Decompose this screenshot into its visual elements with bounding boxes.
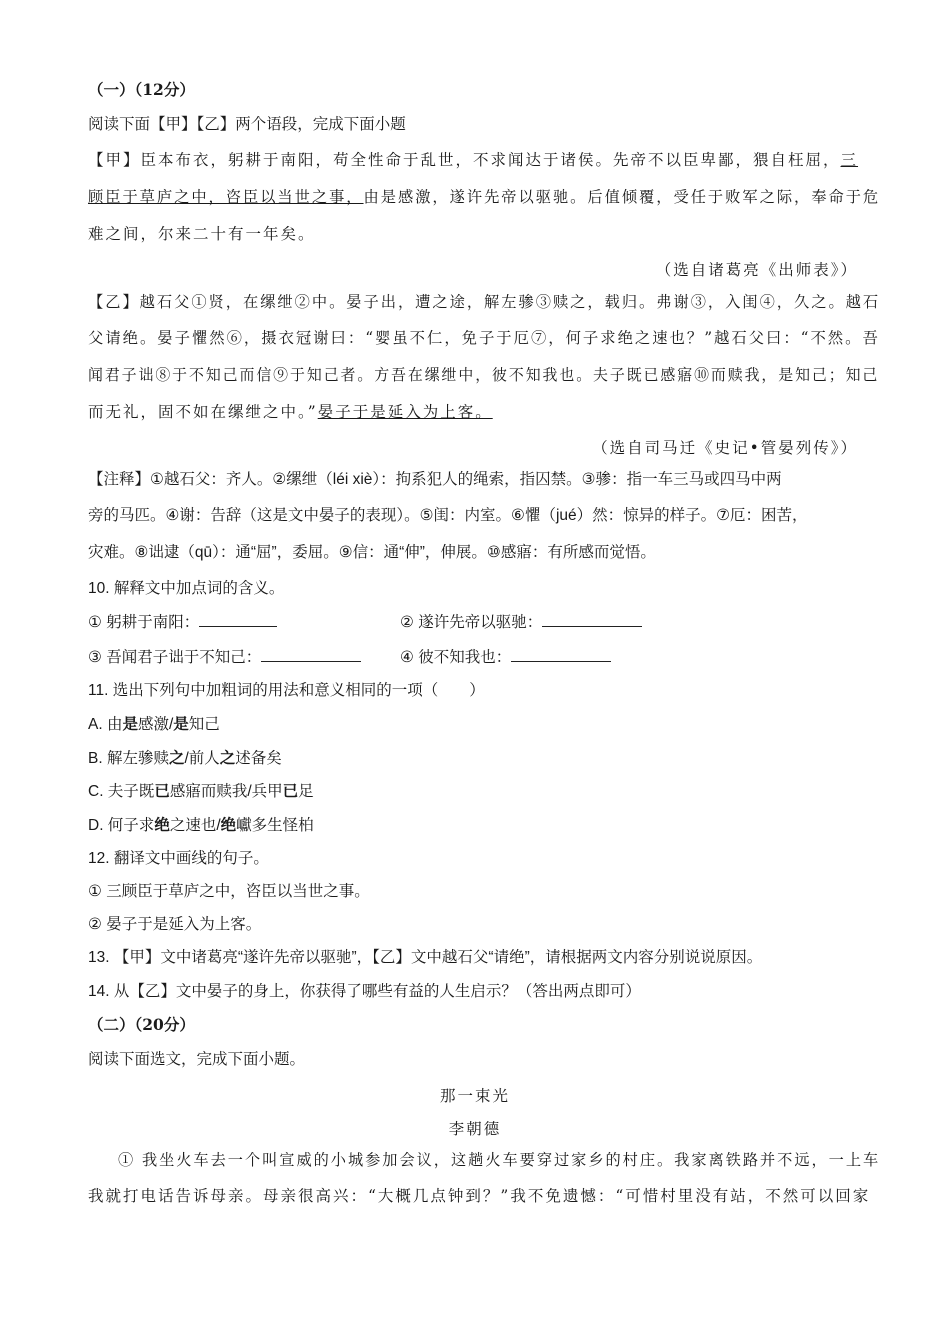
answer-blank[interactable] [542,612,642,627]
notes-line-1: 【注释】①越石父：齐人。②缧绁（léi xiè）：拘系犯人的绳索，指囚禁。③骖：指一车三马或四马中两 [88,471,782,488]
q10-stem: 10. 解释文中加点词的含义。 [88,580,285,597]
jia-line-2: 顾臣于草庐之中，咨臣以当世之事，由是感激，遂许先帝以驱驰。后值倾覆，受任于败军之际，奉命于危 [88,188,881,206]
q11-option-d[interactable]: D. 何子求绝之速也/绝巘多生怪柏 [88,817,314,834]
yi-line-3: 闻君子诎⑧于不知己而信⑨于知己者。方吾在缧绁中，彼不知我也。夫子既已感寤⑩而赎我，是知己；知己 [88,366,880,384]
article-title: 那一束光 [439,1087,510,1105]
section2-heading: （二）（20分） [88,1015,195,1034]
article-author: 李朝德 [448,1120,502,1138]
article-paragraph-1: ① 我坐火车去一个叫宣威的小城参加会议，这趟火车要穿过家乡的村庄。我家离铁路并不远，一上车 [118,1151,881,1169]
q12-a: ① 三顾臣于草庐之中，咨臣以当世之事。 [88,883,370,900]
yi-line-4: 而无礼，固不如在缧绁之中。”晏子于是延入为上客。 [88,403,493,421]
q14: 14. 从【乙】文中晏子的身上，你获得了哪些有益的人生启示？（答出两点即可） [88,983,641,1000]
yi-line-1: 【乙】越石父①贤，在缧绁②中。晏子出，遭之途，解左骖③赎之，载归。弗谢③，入闺④，久之。越石 [88,293,881,311]
yi-source: （选自司马迁《史记•管晏列传》） [592,439,858,457]
q10-c: ③ 吾闻君子诎于不知己： [88,647,361,668]
notes-line-2: 旁的马匹。④谢：告辞（这是文中晏子的表现）。⑤闺：内室。⑥懼（jué）然：惊异的样子。⑦厄：困苦， [88,507,808,524]
section2-intro: 阅读下面选文，完成下面小题。 [88,1051,306,1068]
answer-blank[interactable] [199,612,277,627]
q11-stem: 11. 选出下列句中加粗词的用法和意义相同的一项（ ） [88,682,485,699]
answer-blank[interactable] [261,647,361,662]
q11-option-a[interactable]: A. 由是感激/是知己 [88,716,220,733]
underlined-sentence: 晏子于是延入为上客。 [317,403,493,421]
q13: 13. 【甲】文中诸葛亮“遂许先帝以驱驰”，【乙】文中越石父“请绝”，请根据两文内容分别说说原因。 [88,949,763,966]
q10-d: ④ 彼不知我也： [400,647,611,668]
section1-intro: 阅读下面【甲】【乙】两个语段，完成下面小题 [88,116,406,133]
q11-option-b[interactable]: B. 解左骖赎之/前人之述备矣 [88,750,282,767]
yi-line-2: 父请绝。晏子懼然⑥，摄衣冠谢曰：“婴虽不仁，免子于厄⑦，何子求绝之速也？”越石父曰：“不然。吾 [88,329,880,347]
answer-blank[interactable] [511,647,611,662]
section1-heading: （一）（12分） [88,80,195,99]
jia-line-3: 难之间，尔来二十有一年矣。 [88,225,316,243]
q12-stem: 12. 翻译文中画线的句子。 [88,850,269,867]
underlined-sentence: 顾臣于草庐之中，咨臣以当世之事， [88,188,364,206]
q10-a: ① 躬耕于南阳： [88,612,277,633]
article-paragraph-1-cont: 我就打电话告诉母亲。母亲很高兴：“大概几点钟到？”我不免遗憾：“可惜村里没有站，不然可以回家 [88,1187,871,1205]
jia-line-1: 【甲】臣本布衣，躬耕于南阳，苟全性命于乱世，不求闻达于诸侯。先帝不以臣卑鄙，猥自枉屈，三 [88,151,859,169]
q11-option-c[interactable]: C. 夫子既已感寤而赎我/兵甲已足 [88,783,314,800]
q12-b: ② 晏子于是延入为上客。 [88,916,262,933]
q10-b: ② 遂许先帝以驱驰： [400,612,642,633]
jia-source: （选自诸葛亮《出师表》） [655,261,858,279]
notes-line-3: 灾难。⑧诎逮（qū）：通“屈”，委屈。⑨信：通“伸”，伸展。⑩感寤：有所感而觉悟。 [88,544,656,561]
